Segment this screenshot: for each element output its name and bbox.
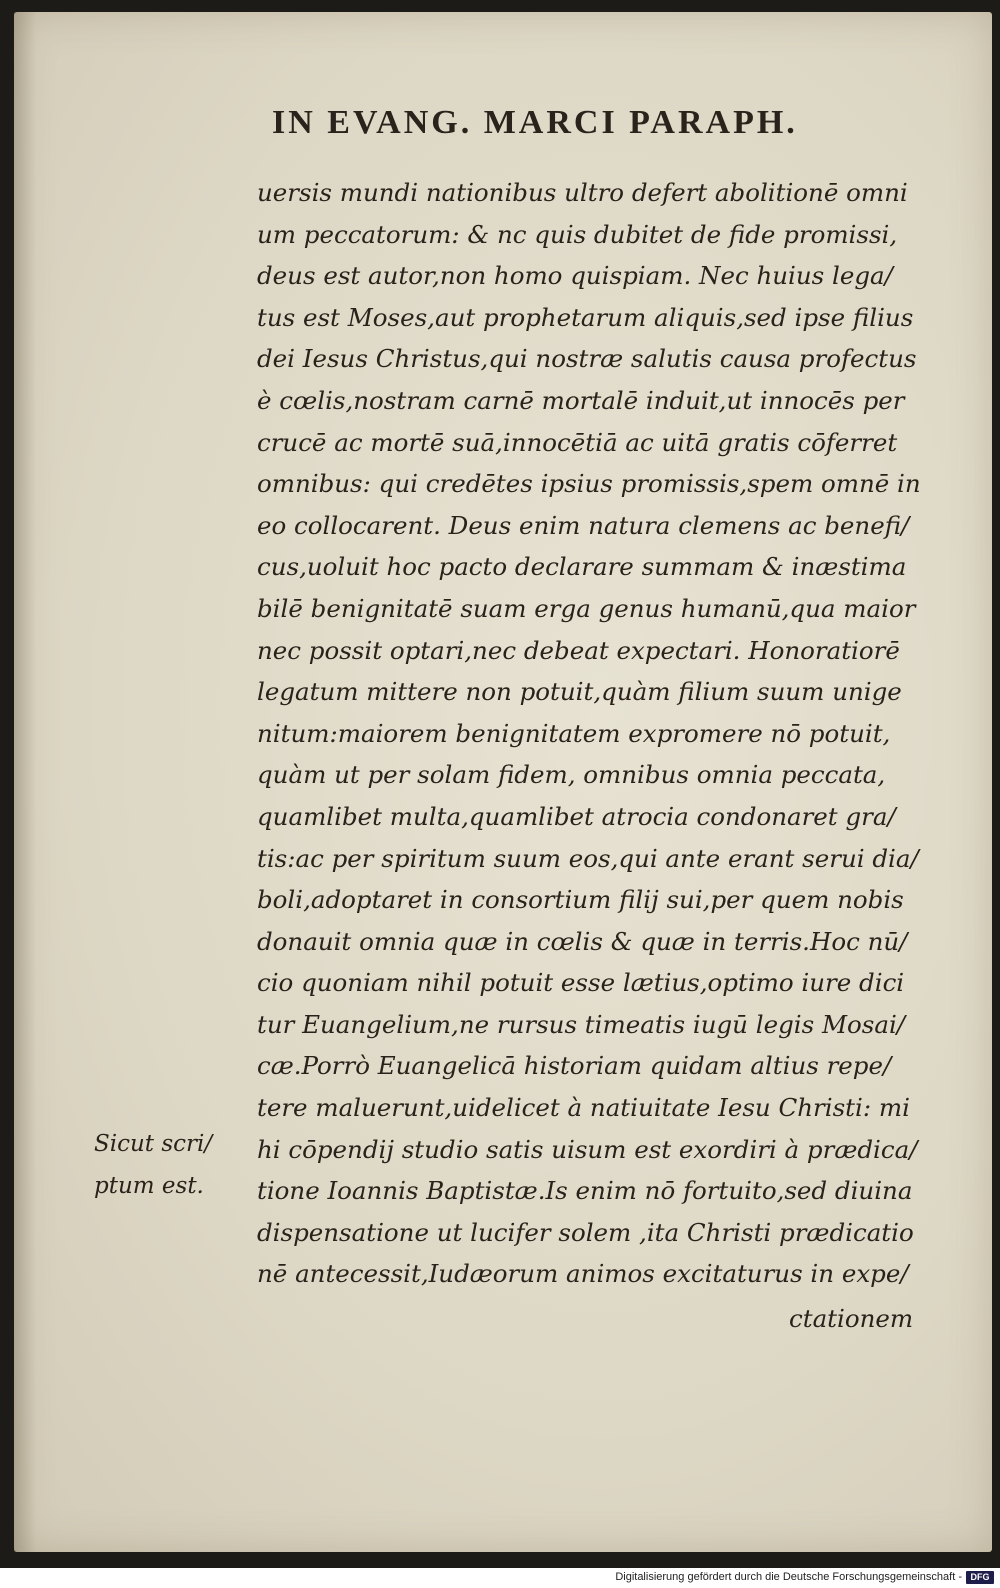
text-line: tere maluerunt,uidelicet à natiuitate Iesu Christi: mi	[257, 1093, 910, 1123]
text-line: dei Iesus Christus,qui nostræ salutis causa profectus	[257, 344, 917, 374]
text-line: hi cōpendij studio satis uisum est exordiri à prædica/	[257, 1134, 918, 1164]
text-line: quàm ut per solam fidem, omnibus omnia peccata,	[257, 760, 886, 790]
running-head: IN EVANG. MARCI PARAPH.	[272, 104, 798, 141]
catchword: ctationem	[789, 1304, 914, 1333]
text-line: cio quoniam nihil potuit esse lætius,optimo iure dici	[257, 968, 905, 998]
text-line: cus,uoluit hoc pacto declarare summam & inæstima	[257, 552, 907, 582]
margin-note	[94, 1124, 244, 1207]
text-line: nitum:maiorem benignitatem expromere nō potuit,	[257, 718, 891, 748]
text-line: uersis mundi nationibus ultro defert abolitionē omni	[257, 178, 908, 207]
footer-credit: Digitalisierung gefördert durch die Deutsche Forschungsgemeinschaft -	[615, 1571, 962, 1583]
text-line: dispensatione ut lucifer solem ,ita Christi prædicatio	[257, 1217, 914, 1247]
text-line: boli,adoptaret in consortium filij sui,per quem nobis	[257, 885, 904, 915]
text-line: donauit omnia quæ in cœlis & quæ in terris.Hoc nū/	[257, 926, 908, 956]
text-line: è cœlis,nostram carnē mortalē induit,ut innocēs per	[257, 385, 905, 415]
text-line: tis:ac per spiritum suum eos,qui ante erant serui dia/	[257, 843, 919, 873]
margin-note-line: ptum est.	[94, 1172, 204, 1199]
text-line: crucē ac mortē suā,innocētiā ac uitā gratis cōferret	[257, 427, 898, 457]
text-line: eo collocarent. Deus enim natura clemens ac benefi/	[257, 510, 910, 540]
text-line: um peccatorum: & nc quis dubitet de fide promissi,	[257, 219, 898, 249]
book-page	[14, 12, 992, 1552]
text-line: deus est autor,non homo quispiam. Nec huius lega/	[257, 261, 893, 291]
margin-note-line: Sicut scri/	[94, 1131, 213, 1157]
text-line: nec possit optari,nec debeat expectari. Honoratiorē	[257, 635, 900, 665]
text-line: bilē benignitatē suam erga genus humanū,qua maior	[257, 593, 916, 623]
text-line: nē antecessit,Iudæorum animos excitaturus in expe/	[257, 1259, 909, 1289]
text-line: legatum mittere non potuit,quàm filium suum unige	[257, 677, 902, 707]
digitization-footer	[0, 1568, 1000, 1588]
text-line: tione Ioannis Baptistæ.Is enim nō fortuito,sed diuina	[257, 1176, 913, 1206]
dfg-logo-icon: DFG	[966, 1571, 994, 1584]
text-line: omnibus: qui credētes ipsius promissis,spem omnē in	[257, 469, 921, 499]
text-line: tur Euangelium,ne rursus timeatis iugū legis Mosai/	[257, 1009, 906, 1039]
main-text-block	[257, 172, 937, 1295]
text-line: quamlibet multa,quamlibet atrocia condonaret gra/	[257, 801, 896, 831]
text-line: tus est Moses,aut prophetarum aliquis,sed ipse filius	[257, 302, 914, 332]
text-line: cæ.Porrò Euangelicā historiam quidam altius repe/	[257, 1051, 892, 1081]
